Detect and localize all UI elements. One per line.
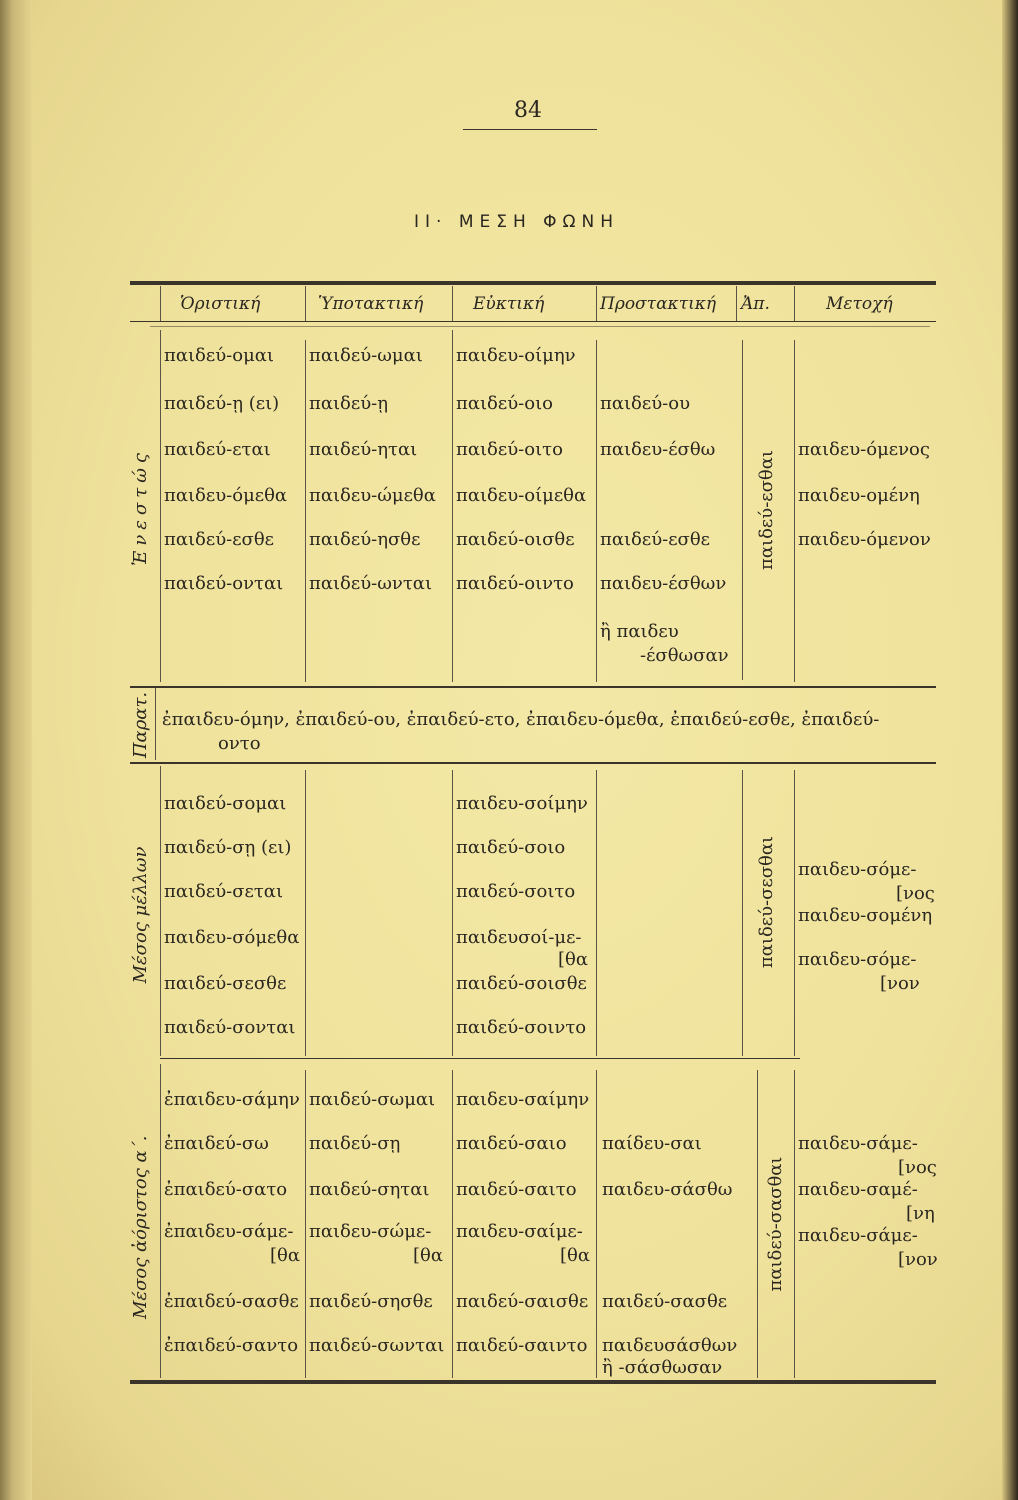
header-divider [794, 286, 795, 321]
present-subj-5: παιδεύ-ησθε [309, 529, 421, 550]
present-ind-1: παιδεύ-ομαι [164, 345, 274, 366]
column-line [742, 770, 743, 1056]
header-rule-2 [150, 326, 930, 327]
aorist-imp-5: ἢ -σάσθωσαν [602, 1357, 723, 1378]
column-line [452, 330, 453, 682]
future-bottom-rule [160, 1058, 800, 1059]
page-edge-left [0, 0, 32, 1500]
present-opt-2: παιδεύ-οιο [456, 393, 553, 414]
aorist-ind-1: ἐπαιδευ-σάμην [164, 1089, 300, 1110]
present-label: Ἐνεστώς [130, 448, 151, 566]
page-edge-right [1002, 0, 1018, 1500]
present-imp-5: ἢ παιδευ [600, 621, 679, 642]
present-subj-1: παιδεύ-ωμαι [309, 345, 423, 366]
present-ind-4: παιδευ-όμεθα [164, 485, 288, 506]
header-infinitive: Ἀπ. [741, 294, 770, 314]
future-infinitive: παιδεύ-σεσθαι [756, 835, 777, 969]
future-opt-3: παιδεύ-σοιτο [456, 881, 576, 902]
header-divider [736, 286, 737, 321]
present-ind-5: παιδεύ-εσθε [164, 529, 275, 550]
future-part-1b: [νος [896, 883, 935, 904]
column-line [794, 1070, 795, 1378]
present-infinitive: παιδεύ-εσθαι [756, 450, 777, 570]
aorist-opt-1: παιδευ-σαίμην [456, 1089, 590, 1110]
present-part-2: παιδευ-ομένη [798, 485, 920, 506]
column-line [794, 770, 795, 1056]
imperfect-top-rule [130, 686, 936, 688]
present-opt-3: παιδεύ-οιτο [456, 439, 563, 460]
header-participle: Μετοχή [826, 294, 893, 314]
future-ind-3: παιδεύ-σεται [164, 881, 284, 902]
aorist-ind-5: ἐπαιδεύ-σασθε [164, 1291, 299, 1312]
present-opt-6: παιδεύ-οιντο [456, 573, 574, 594]
present-imp-6: -έσθωσαν [640, 645, 729, 666]
imperfect-bottom-rule [130, 762, 936, 764]
column-line [305, 340, 306, 682]
aorist-ind-6: ἐπαιδεύ-σαντο [164, 1335, 299, 1356]
present-opt-4: παιδευ-οίμεθα [456, 485, 587, 506]
future-opt-6: παιδεύ-σοιντο [456, 1017, 587, 1038]
present-subj-4: παιδευ-ώμεθα [309, 485, 436, 506]
future-opt-5: παιδεύ-σοισθε [456, 973, 587, 994]
imperfect-line-2: οντο [218, 733, 261, 754]
future-part-3: παιδευ-σόμε- [798, 949, 917, 970]
table-bottom-rule [130, 1380, 936, 1384]
aorist-ind-4: ἐπαιδευ-σάμε- [164, 1221, 294, 1242]
future-ind-6: παιδεύ-σονται [164, 1017, 296, 1038]
column-line [305, 1070, 306, 1378]
header-subjunctive: Ὑποτακτική [318, 294, 424, 314]
present-imp-1: παιδεύ-ου [600, 393, 691, 414]
imperfect-label: Παρατ. [130, 691, 151, 759]
aorist-imp-1: παίδευ-σαι [602, 1133, 702, 1154]
aorist-subj-2: παιδεύ-σῃ [309, 1133, 401, 1154]
aorist-subj-4: παιδευ-σώμε- [309, 1221, 432, 1242]
aorist-ind-4b: [θα [270, 1245, 301, 1266]
future-ind-2: παιδεύ-σῃ (ει) [164, 837, 292, 858]
future-opt-4b: [θα [558, 949, 589, 970]
future-ind-1: παιδεύ-σομαι [164, 793, 287, 814]
header-divider [452, 286, 453, 321]
aorist-label: Μέσος ἀόριστος α΄. [130, 1135, 151, 1319]
aorist-opt-3: παιδεύ-σαιτο [456, 1179, 577, 1200]
future-part-1: παιδευ-σόμε- [798, 859, 917, 880]
present-part-3: παιδευ-όμενον [798, 529, 931, 550]
aorist-subj-4b: [θα [413, 1245, 444, 1266]
header-divider [596, 286, 597, 321]
aorist-part-1: παιδευ-σάμε- [798, 1133, 918, 1154]
column-line [596, 1070, 597, 1378]
column-line [160, 1064, 161, 1378]
future-part-3b: [νον [880, 973, 920, 994]
column-line [160, 766, 161, 1056]
aorist-part-2b: [νη [906, 1203, 935, 1224]
future-opt-1: παιδευ-σοίμην [456, 793, 588, 814]
aorist-imp-2: παιδευ-σάσθω [602, 1179, 733, 1200]
imperfect-divider [155, 688, 156, 760]
aorist-opt-4: παιδευ-σαίμε- [456, 1221, 583, 1242]
header-indicative: Ὁριστική [180, 294, 261, 314]
section-title: ΙΙ· ΜΕΣΗ ΦΩΝΗ [414, 212, 620, 232]
present-ind-3: παιδεύ-εται [164, 439, 271, 460]
aorist-infinitive: παιδεύ-σασθαι [765, 1156, 786, 1292]
column-line [596, 770, 597, 1056]
future-ind-5: παιδεύ-σεσθε [164, 973, 287, 994]
column-line [757, 1070, 758, 1378]
present-part-1: παιδευ-όμενος [798, 439, 930, 460]
column-line [305, 770, 306, 1056]
aorist-opt-4b: [θα [560, 1245, 591, 1266]
column-line [452, 770, 453, 1056]
header-optative: Εὐκτική [473, 294, 545, 314]
table-top-rule [130, 281, 936, 285]
aorist-part-1b: [νος [898, 1157, 937, 1178]
future-opt-2: παιδεύ-σοιο [456, 837, 566, 858]
present-imp-2: παιδευ-έσθω [600, 439, 716, 460]
present-subj-3: παιδεύ-ηται [309, 439, 418, 460]
aorist-subj-6: παιδεύ-σωνται [309, 1335, 445, 1356]
future-label: Μέσος μέλλων [130, 846, 151, 984]
present-imp-3: παιδεύ-εσθε [600, 529, 711, 550]
aorist-part-2: παιδευ-σαμέ- [798, 1179, 918, 1200]
page-number-rule [463, 129, 597, 130]
present-opt-5: παιδεύ-οισθε [456, 529, 575, 550]
present-ind-6: παιδεύ-ονται [164, 573, 284, 594]
aorist-opt-2: παιδεύ-σαιο [456, 1133, 567, 1154]
present-ind-2: παιδεύ-ῃ (ει) [164, 393, 280, 414]
aorist-ind-3: ἐπαιδεύ-σατο [164, 1179, 288, 1200]
present-opt-1: παιδευ-οίμην [456, 345, 576, 366]
aorist-subj-1: παιδεύ-σωμαι [309, 1089, 436, 1110]
future-ind-4: παιδευ-σόμεθα [164, 927, 300, 948]
header-imperative: Προστακτική [600, 294, 717, 314]
column-line [160, 330, 161, 682]
page-number: 84 [514, 98, 542, 123]
column-line [794, 340, 795, 682]
aorist-subj-3: παιδεύ-σηται [309, 1179, 430, 1200]
column-line [596, 340, 597, 682]
aorist-imp-4: παιδευσάσθων [602, 1335, 738, 1356]
header-divider [305, 286, 306, 321]
column-line [742, 340, 743, 680]
aorist-part-3b: [νον [898, 1249, 938, 1270]
present-subj-2: παιδεύ-ῃ [309, 393, 389, 414]
present-subj-6: παιδεύ-ωνται [309, 573, 433, 594]
aorist-imp-3: παιδεύ-σασθε [602, 1291, 728, 1312]
aorist-ind-2: ἐπαιδεύ-σω [164, 1133, 269, 1154]
column-line [452, 1070, 453, 1378]
present-imp-4: παιδευ-έσθων [600, 573, 727, 594]
aorist-opt-5: παιδεύ-σαισθε [456, 1291, 589, 1312]
aorist-opt-6: παιδεύ-σαιντο [456, 1335, 588, 1356]
header-rule [130, 321, 936, 322]
future-part-2: παιδευ-σομένη [798, 905, 933, 926]
imperfect-line-1: ἐπαιδευ-όμην, ἐπαιδεύ-ου, ἐπαιδεύ-ετο, ἐπαιδευ-όμεθα, ἐπαιδεύ-εσθε, ἐπαιδεύ- [162, 709, 880, 730]
aorist-part-3: παιδευ-σάμε- [798, 1225, 918, 1246]
aorist-subj-5: παιδεύ-σησθε [309, 1291, 433, 1312]
future-opt-4: παιδευσοί-με- [456, 927, 582, 948]
header-divider [160, 286, 161, 321]
